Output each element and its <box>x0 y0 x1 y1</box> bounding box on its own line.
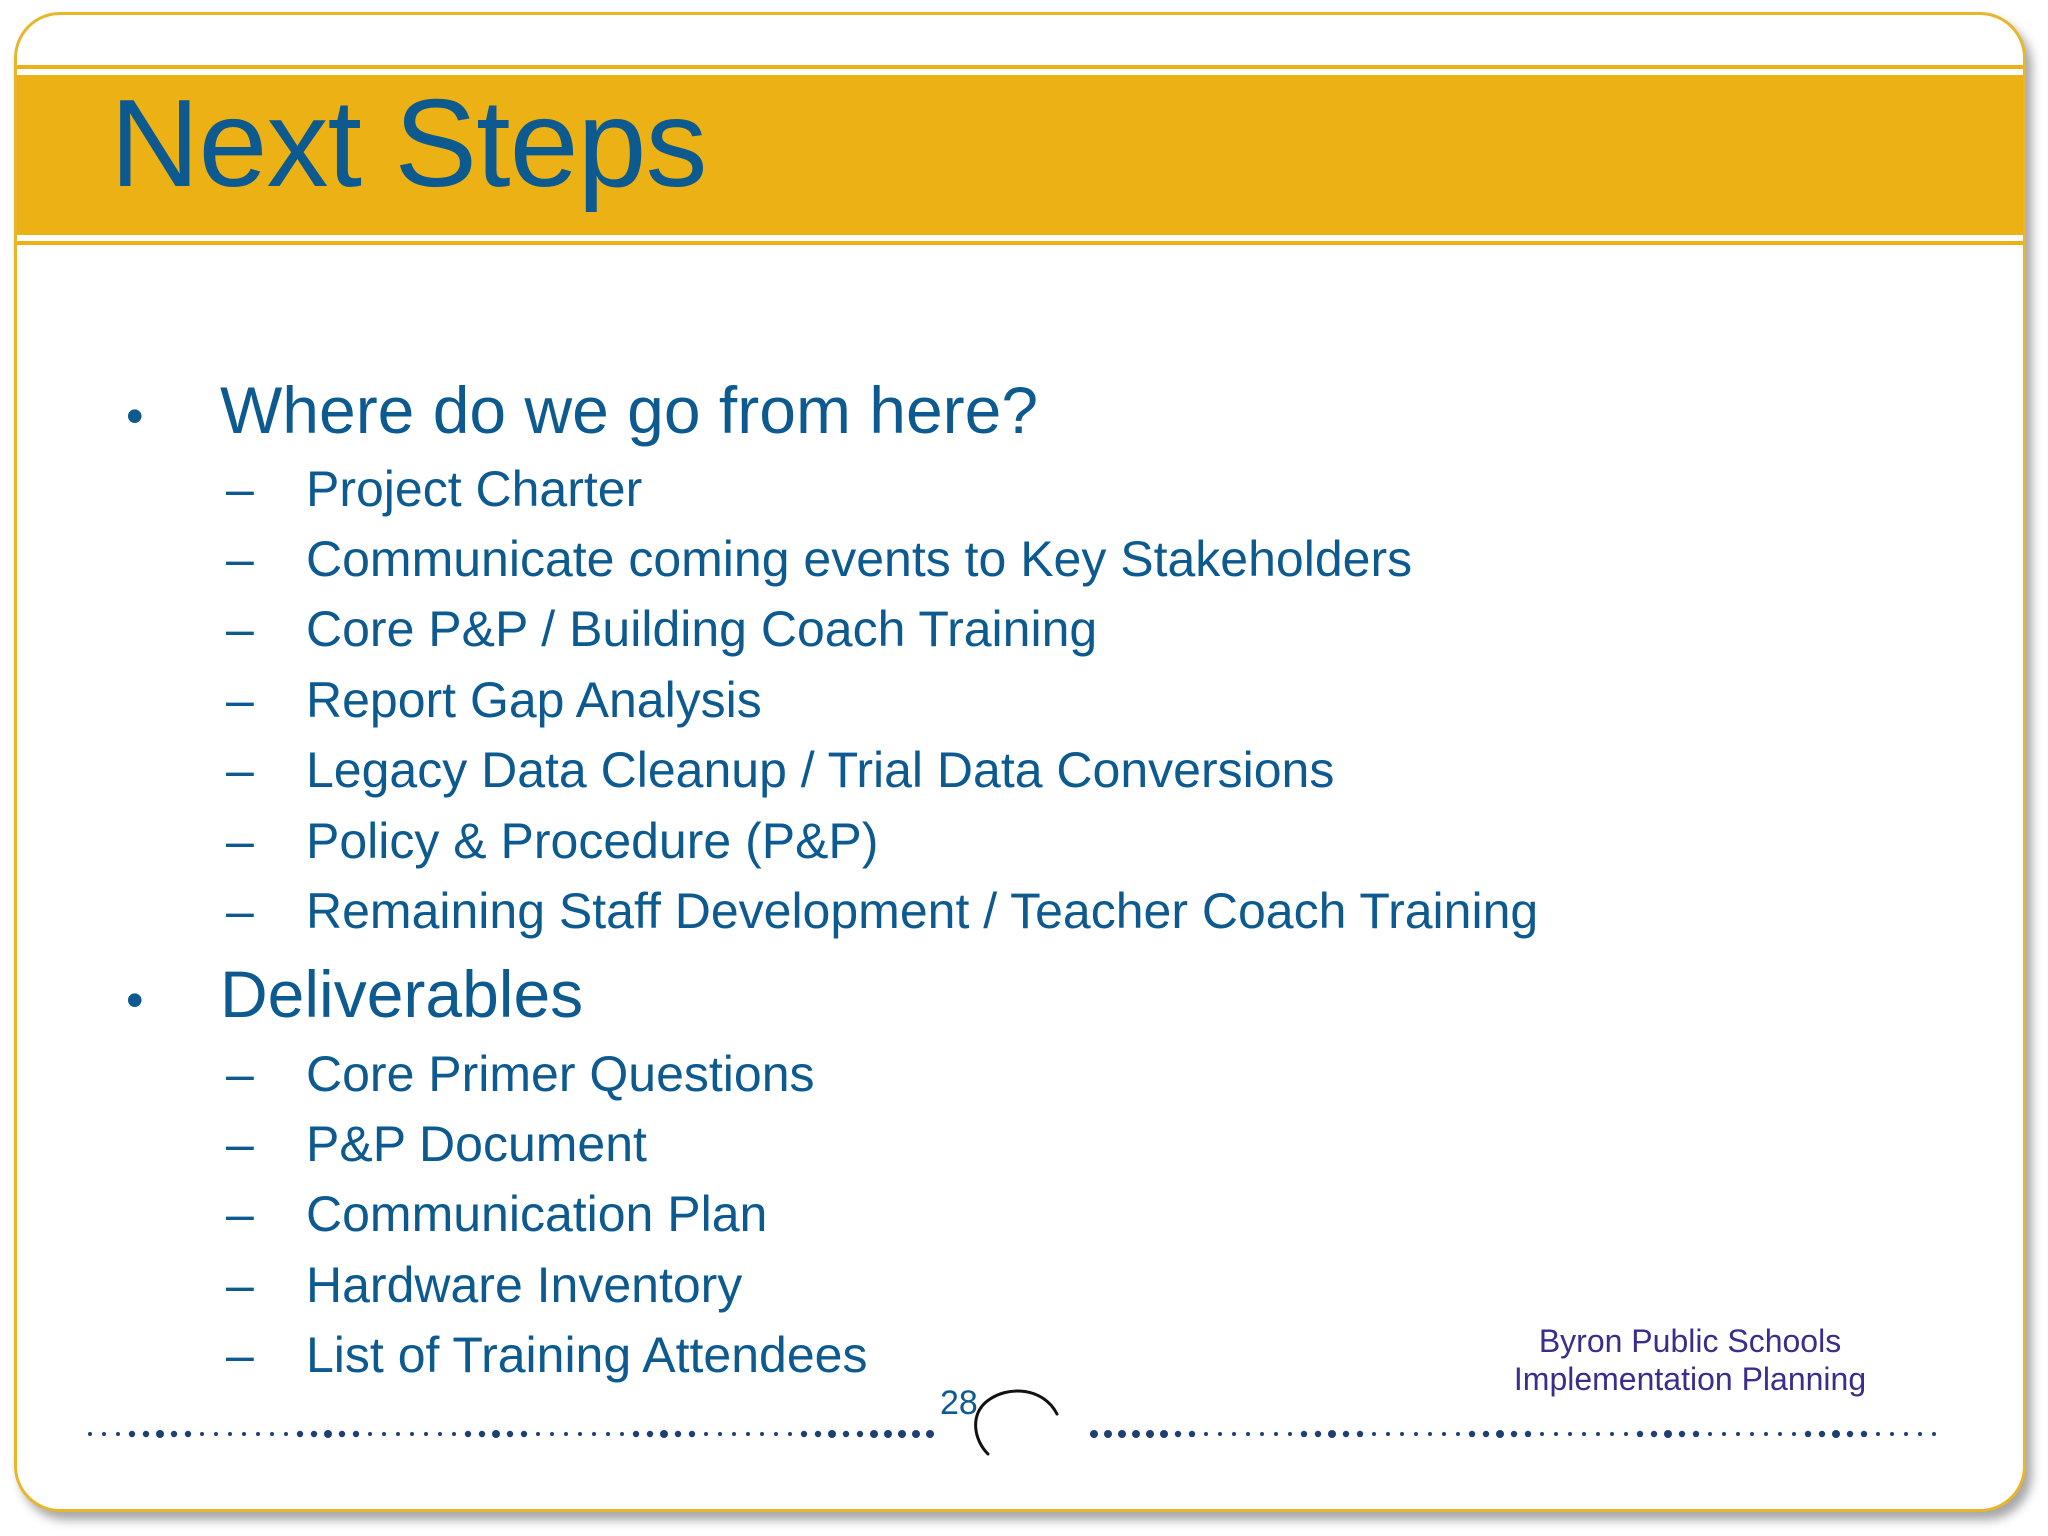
bullet-item <box>126 956 583 1032</box>
bullet-item <box>126 372 1038 448</box>
dash-marker: – <box>226 1327 254 1383</box>
sub-bullet-text: Core Primer Questions <box>306 1046 815 1102</box>
sub-bullet-text: Communication Plan <box>306 1186 768 1242</box>
sub-bullet-item <box>226 812 878 870</box>
sub-bullet-item <box>226 741 1334 799</box>
footer-label <box>1470 1322 1910 1398</box>
page-number: 28 <box>940 1384 978 1422</box>
header-top-rule <box>17 65 2023 69</box>
slide-title: Next Steps <box>110 75 707 213</box>
sub-bullet-text: Core P&P / Building Coach Training <box>306 601 1098 657</box>
bullet-marker: • <box>126 388 144 444</box>
dash-marker: – <box>226 883 254 939</box>
dash-marker: – <box>226 1116 254 1172</box>
sub-bullet-text: Report Gap Analysis <box>306 672 762 728</box>
footer-line-1: Byron Public Schools <box>1538 1323 1842 1359</box>
sub-bullet-item <box>226 882 1538 940</box>
dash-marker: – <box>226 1046 254 1102</box>
sub-bullet-text: Project Charter <box>306 461 643 517</box>
sub-bullet-text: Policy & Procedure (P&P) <box>306 813 879 869</box>
dash-marker: – <box>226 1186 254 1242</box>
sub-bullet-text: List of Training Attendees <box>306 1327 868 1383</box>
dash-marker: – <box>226 601 254 657</box>
sub-bullet-text: Remaining Staff Development / Teacher Coach Training <box>306 883 1539 939</box>
dotted-rule-left <box>84 1426 954 1442</box>
sub-bullet-item <box>226 671 762 729</box>
sub-bullet-item <box>226 600 1097 658</box>
sub-bullet-text: Hardware Inventory <box>306 1257 743 1313</box>
page-swoosh-icon <box>962 1380 1062 1460</box>
sub-bullet-text: Legacy Data Cleanup / Trial Data Conversions <box>306 742 1335 798</box>
bullet-marker: • <box>126 972 144 1028</box>
footer-line-2: Implementation Planning <box>1513 1361 1867 1397</box>
dash-marker: – <box>226 1257 254 1313</box>
dash-marker: – <box>226 813 254 869</box>
bullet-heading: Where do we go from here? <box>220 373 1039 447</box>
sub-bullet-item <box>226 1115 647 1173</box>
bullet-heading: Deliverables <box>220 957 584 1031</box>
sub-bullet-item <box>226 1185 767 1243</box>
sub-bullet-item <box>226 1256 742 1314</box>
sub-bullet-text: Communicate coming events to Key Stakeholders <box>306 531 1413 587</box>
sub-bullet-item <box>226 460 642 518</box>
dash-marker: – <box>226 461 254 517</box>
sub-bullet-item <box>226 530 1412 588</box>
sub-bullet-item <box>226 1326 867 1384</box>
dotted-rule-right <box>1088 1426 1958 1442</box>
dash-marker: – <box>226 742 254 798</box>
dash-marker: – <box>226 672 254 728</box>
sub-bullet-item <box>226 1045 815 1103</box>
header-bottom-rule <box>17 241 2023 245</box>
dash-marker: – <box>226 531 254 587</box>
sub-bullet-text: P&P Document <box>306 1116 647 1172</box>
